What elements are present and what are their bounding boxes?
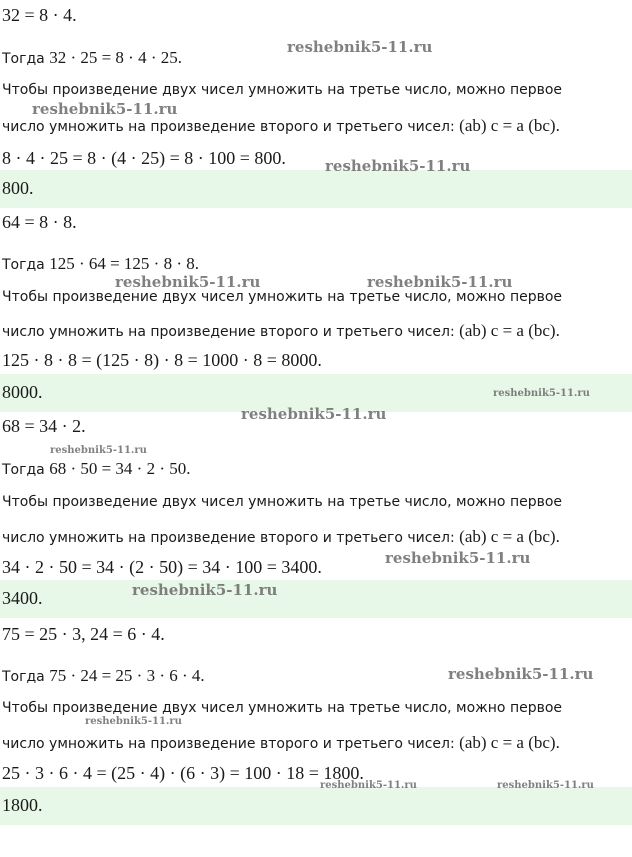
equation-75-24: 75 = 25 · 3, 24 = 6 · 4. [2,624,165,644]
then-expression: 68 · 50 = 34 · 2 · 50. [49,459,191,478]
rule-line-2b [2,321,560,341]
calculation-3: 34 · 2 · 50 = 34 · (2 · 50) = 34 · 100 = 3400. [2,557,322,577]
rule-line-1a: Чтобы произведение двух чисел умножить на третье число, можно первое [2,82,563,98]
then-word: Тогда [2,51,45,67]
equation-32: 32 = 8 · 4. [2,5,77,25]
then-line-3 [2,459,191,479]
rule-line-4a: Чтобы произведение двух чисел умножить на третье число, можно первое [2,700,563,716]
then-expression: 32 · 25 = 8 · 4 · 25. [49,48,183,67]
rule-text: число умножить на произведение второго и третьего чисел: [2,119,455,135]
answer-value: 800. [2,178,34,198]
watermark: reshebnik5-11.ru [367,273,513,291]
answer-box-3 [0,580,632,618]
rule-line-4b [2,733,560,753]
then-word: Тогда [2,462,45,478]
equation-64: 64 = 8 · 8. [2,212,77,232]
rule-text: число умножить на произведение второго и третьего чисел: [2,324,455,340]
calculation-1: 8 · 4 · 25 = 8 · (4 · 25) = 8 · 100 = 800. [2,148,286,168]
associative-formula: (ab) c = a (bc). [459,321,560,340]
watermark: reshebnik5-11.ru [115,273,261,291]
watermark: reshebnik5-11.ru [320,780,417,791]
watermark: reshebnik5-11.ru [497,780,594,791]
answer-box-4 [0,787,632,825]
then-expression: 125 · 64 = 125 · 8 · 8. [49,254,200,273]
associative-formula: (ab) c = a (bc). [459,116,560,135]
then-line-4 [2,666,205,686]
rule-line-2a: Чтобы произведение двух чисел умножить на третье число, можно первое [2,289,563,305]
rule-line-3a: Чтобы произведение двух чисел умножить на третье число, можно первое [2,494,563,510]
watermark: reshebnik5-11.ru [385,549,531,567]
watermark: reshebnik5-11.ru [325,157,471,175]
answer-value: 1800. [2,795,43,815]
watermark: reshebnik5-11.ru [241,405,387,423]
rule-line-3b [2,527,560,547]
watermark: reshebnik5-11.ru [493,388,590,399]
answer-box-1 [0,170,632,208]
calculation-2: 125 · 8 · 8 = (125 · 8) · 8 = 1000 · 8 = 8000. [2,350,322,370]
watermark: reshebnik5-11.ru [50,445,147,456]
then-line-2 [2,254,199,274]
answer-value: 8000. [2,382,43,402]
watermark: reshebnik5-11.ru [448,665,594,683]
rule-text: число умножить на произведение второго и третьего чисел: [2,736,455,752]
watermark: reshebnik5-11.ru [287,38,433,56]
watermark: reshebnik5-11.ru [85,716,182,727]
then-word: Тогда [2,257,45,273]
associative-formula: (ab) c = a (bc). [459,733,560,752]
calculation-4: 25 · 3 · 6 · 4 = (25 · 4) · (6 · 3) = 100 · 18 = 1800. [2,763,364,783]
then-expression: 75 · 24 = 25 · 3 · 6 · 4. [49,666,205,685]
associative-formula: (ab) c = a (bc). [459,527,560,546]
equation-68: 68 = 34 · 2. [2,416,86,436]
watermark: reshebnik5-11.ru [32,100,178,118]
rule-line-1b [2,116,560,136]
watermark: reshebnik5-11.ru [132,581,278,599]
then-word: Тогда [2,669,45,685]
rule-text: число умножить на произведение второго и третьего чисел: [2,530,455,546]
then-line-1 [2,48,182,68]
answer-value: 3400. [2,588,43,608]
